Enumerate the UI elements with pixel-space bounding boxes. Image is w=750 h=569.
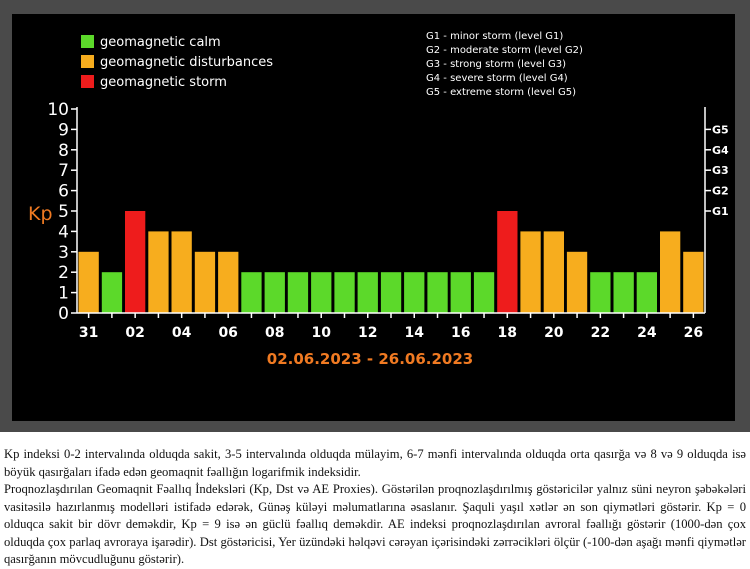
storm-label-G4: G4 (712, 143, 729, 157)
legend-label-0: geomagnetic calm (100, 35, 221, 50)
bar-21 (567, 252, 587, 313)
storm-label-G1: G1 (712, 205, 729, 218)
x-tick-label-24: 24 (637, 325, 657, 341)
bar-11 (334, 272, 354, 313)
bar-24 (637, 272, 657, 313)
storm-label-G5: G5 (712, 123, 729, 137)
y-axis-label: Kp (28, 203, 53, 225)
bar-08 (265, 272, 285, 313)
caption-paragraph-2: Proqnozlaşdırılan Geomaqnit Fəallıq İndeksləri (Kp, Dst və AE Proxies). Göstərilən proqnozlaşdırılmış göstəricilər yalnız süni neyron şəbəkələri vasitəsilə hazırlanmış modelləri istifadə edərək, Günəş küləyi məlumatlarına əsaslanır. Şaquli yaşıl xətlər ən son qiymətləri göstərir. Kp = 0 olduqca sakit bir dövr deməkdir, Kp = 9 isə ən güclü fəallıq deməkdir. AE indeksi proqnozlaşdırılan avroral fəallığı göstərir (1000-dən çox olduqda çox parlaq avroraya işarədir). Dst göstəricisi, Yer üzündəki həlqəvi cərəyan içərisindəki zərrəcikləri ölçür (-100-dən aşağı mənfi qiymətlər qasırğanın mövcudluğunu göstərir). (4, 482, 746, 566)
legend-label-1: geomagnetic disturbances (100, 55, 274, 70)
storm-legend-2: G2 - moderate storm (level G2) (426, 45, 583, 56)
x-tick-label-18: 18 (497, 325, 518, 341)
bar-01 (102, 272, 122, 313)
x-tick-label-26: 26 (683, 325, 704, 341)
x-tick-label-08: 08 (264, 325, 285, 341)
bar-12 (358, 272, 378, 313)
bar-18 (497, 211, 517, 313)
bar-23 (614, 272, 634, 313)
x-tick-label-04: 04 (171, 325, 192, 341)
storm-legend-3: G3 - strong storm (level G3) (426, 59, 567, 70)
bar-31 (79, 252, 99, 313)
y-tick-label-2: 2 (58, 263, 69, 284)
bar-14 (404, 272, 424, 313)
x-tick-label-20: 20 (544, 325, 564, 341)
y-tick-label-0: 0 (58, 304, 69, 324)
x-tick-label-14: 14 (404, 325, 425, 341)
storm-label-G2: G2 (712, 184, 729, 198)
legend-label-2: geomagnetic storm (100, 75, 227, 90)
legend-swatch-2 (81, 75, 94, 88)
x-tick-label-10: 10 (311, 325, 331, 341)
bar-13 (381, 272, 401, 313)
x-tick-label-22: 22 (590, 325, 611, 341)
bar-02 (125, 211, 145, 313)
caption (4, 446, 746, 569)
storm-legend-4: G4 - severe storm (level G4) (426, 73, 568, 84)
bar-25 (660, 231, 680, 313)
y-tick-label-10: 10 (47, 100, 69, 120)
date-range: 02.06.2023 - 26.06.2023 (266, 350, 474, 368)
bar-03 (148, 231, 168, 313)
bar-05 (195, 252, 215, 313)
bar-17 (474, 272, 494, 313)
chart-area (12, 14, 735, 421)
y-tick-label-6: 6 (58, 181, 69, 202)
storm-legend-5: G5 - extreme storm (level G5) (426, 87, 576, 98)
y-tick-label-5: 5 (58, 202, 69, 222)
x-tick-label-12: 12 (357, 325, 378, 341)
y-tick-label-1: 1 (58, 283, 69, 304)
bar-07 (241, 272, 261, 313)
y-tick-label-4: 4 (58, 222, 69, 243)
bar-22 (590, 272, 610, 313)
x-tick-label-16: 16 (451, 325, 471, 341)
bar-10 (311, 272, 331, 313)
bar-04 (172, 231, 192, 313)
bar-16 (451, 272, 471, 313)
y-tick-label-3: 3 (58, 242, 69, 263)
bar-15 (427, 272, 447, 313)
storm-label-G3: G3 (712, 164, 729, 178)
y-tick-label-8: 8 (58, 140, 69, 161)
storm-legend-1: G1 - minor storm (level G1) (426, 31, 564, 42)
bar-09 (288, 272, 308, 313)
caption-paragraph-1: Kp indeksi 0-2 intervalında olduqda sakit, 3-5 intervalında olduqda mülayim, 6-7 mənfi intervalında olduqda orta qasırğa və 8 və 9 olduqda isə böyük qasırğaları ifadə edən geomaqnit fəallığın logarifmik indeksidir. (4, 447, 746, 479)
kp-chart (12, 14, 735, 421)
bar-19 (520, 231, 540, 313)
x-tick-label-06: 06 (218, 325, 238, 341)
x-tick-label-31: 31 (78, 325, 99, 341)
legend-swatch-0 (81, 35, 94, 48)
bar-26 (683, 252, 703, 313)
bar-06 (218, 252, 238, 313)
bar-20 (544, 231, 564, 313)
y-tick-label-7: 7 (58, 161, 69, 182)
x-tick-label-02: 02 (125, 325, 145, 341)
legend-swatch-1 (81, 55, 94, 68)
y-tick-label-9: 9 (58, 120, 69, 141)
